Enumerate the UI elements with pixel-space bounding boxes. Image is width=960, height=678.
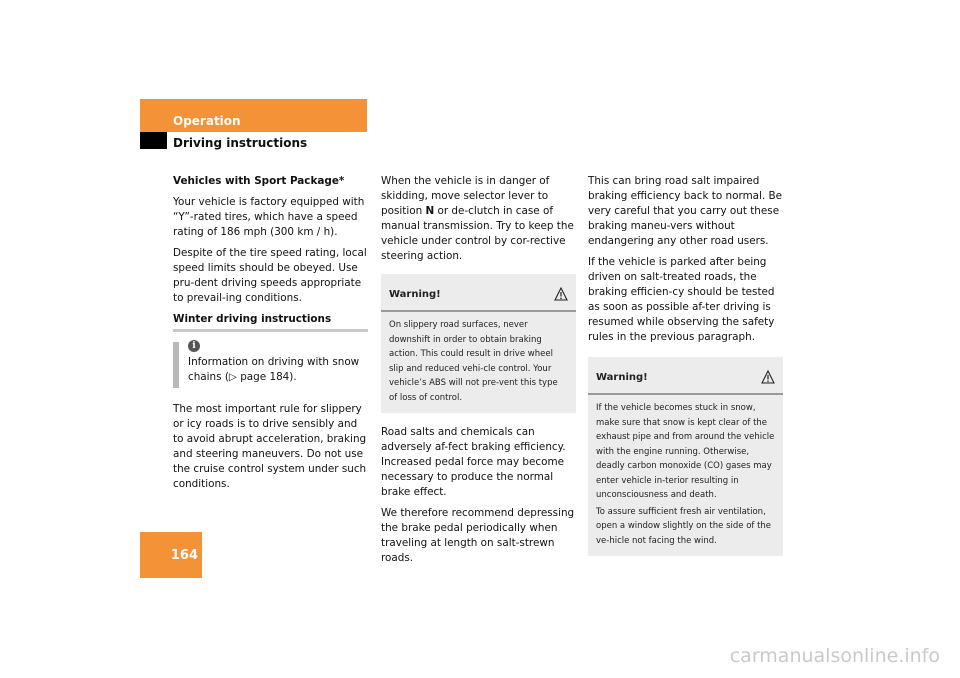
- info-icon: i: [188, 340, 200, 352]
- info-text: [188, 355, 363, 385]
- heading-winter-driving: Winter driving instructions: [173, 313, 332, 325]
- text: When the vehicle is in danger of skidding, move selector lever to position: [381, 175, 550, 217]
- info-line: chains (▷ page 184).: [188, 371, 297, 383]
- warning-title: Warning!: [389, 288, 441, 300]
- heading-sport-package: Vehicles with Sport Package*: [173, 175, 345, 187]
- warning-paragraph: On slippery road surfaces, never downshift in order to obtain braking action. This could result in drive wheel slip and reduced vehi-cle control. Your vehicle’s ABS will not pre-vent this type of loss of control.: [389, 320, 558, 403]
- paragraph: If the vehicle is parked after being driven on salt-treated roads, the braking efficien-cy should be tested as soon as possible af-ter driving is resumed while observing the safety rules in the previous paragraph.: [588, 256, 775, 343]
- paragraph: Your vehicle is factory equipped with “Y”-rated tires, which have a speed rating of 186 mph (300 km / h).: [173, 196, 365, 238]
- paragraph: [381, 174, 576, 264]
- warning-rule: [381, 310, 576, 312]
- info-box: [173, 340, 368, 396]
- warning-icon: [554, 287, 568, 301]
- subsection-title: Driving instructions: [173, 136, 308, 150]
- column-1: [173, 174, 368, 498]
- paragraph: We therefore recommend depressing the brake pedal periodically when traveling at length on salt-strewn roads.: [381, 507, 575, 564]
- text: or de-clutch in case of manual transmission. Try to keep the vehicle under control by cor-rective steering action.: [381, 205, 574, 262]
- column-2: [381, 174, 576, 572]
- header-marker: [140, 132, 167, 149]
- warning-title: Warning!: [596, 371, 648, 383]
- info-line: Information on driving with snow: [188, 356, 360, 368]
- warning-header: [596, 365, 775, 389]
- warning-box: [381, 274, 576, 413]
- watermark: carmanualsonline.info: [729, 645, 940, 667]
- warning-text: [389, 318, 568, 405]
- warning-icon: [761, 370, 775, 384]
- warning-box: [588, 357, 783, 556]
- warning-rule: [588, 393, 783, 395]
- paragraph: This can bring road salt impaired braking efficiency back to normal. Be very careful that you carry out these braking maneu-vers without endangering any other road users.: [588, 175, 783, 247]
- paragraph: Road salts and chemicals can adversely af-fect braking efficiency. Increased pedal force may become necessary to produce the normal brake effect.: [381, 426, 566, 498]
- warning-paragraph: To assure sufficient fresh air ventilation, open a window slightly on the side of the ve-hicle not facing the wind.: [596, 506, 772, 546]
- heading-rule: [173, 329, 368, 332]
- selector-position: N: [425, 205, 435, 217]
- column-3: [588, 174, 783, 556]
- warning-header: [389, 282, 568, 306]
- section-title: Operation: [173, 114, 241, 128]
- warning-text: [596, 401, 775, 548]
- warning-paragraph: If the vehicle becomes stuck in snow, make sure that snow is kept clear of the exhaust pipe and from around the vehicle with the engine running. Otherwise, deadly carbon monoxide (CO) gases may enter vehicle in-terior resulting in unconsciousness and death.: [596, 403, 775, 500]
- paragraph: The most important rule for slippery or icy roads is to drive sensibly and to avoid abrupt acceleration, braking and steering maneuvers. Do not use the cruise control system under such conditions.: [173, 403, 367, 490]
- info-bar: [173, 342, 179, 388]
- paragraph: Despite of the tire speed rating, local speed limits should be obeyed. Use pru-dent driving speeds appropriate to prevail-ing conditions.: [173, 247, 367, 304]
- page-number: 164: [170, 548, 198, 563]
